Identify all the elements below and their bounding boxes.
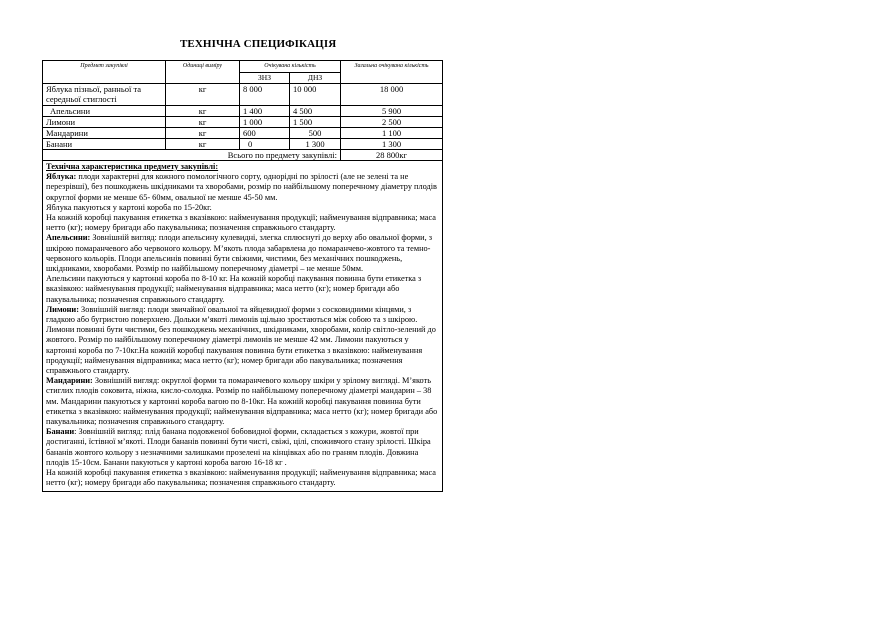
row-unit: кг [166, 106, 240, 117]
specification-table [42, 60, 443, 492]
paragraph-bananas-label [46, 468, 439, 488]
row-name: Банани [43, 139, 166, 150]
row-dn3: 1 500 [290, 117, 341, 128]
page-title: ТЕХНІЧНА СПЕЦИФІКАЦІЯ [180, 38, 337, 50]
row-unit: кг [166, 128, 240, 139]
paragraph-text: Апельсини пакуються у картонні короба по 8-10 кг. На кожній коробці пакування повинна бути етикетка з вказівкою: найменування продукції; найменування відправника; маса нетто (кг); номер бригади або пакувальника; позначення справжнього стандарту. [46, 274, 422, 304]
paragraph-text: плоди характерні для кожного помологічного сорту, однорідні по зрілості (але не зелені та не перезрівші), без пошкоджень шкідниками та хворобами, розмір по найбільшому поперечному діаметру плодів округлої форми не менше 65- 60мм, овальної не менше 45-50 мм. [46, 172, 437, 202]
row-name: Лимони [43, 117, 166, 128]
paragraph-text: Зовнішній вигляд: плоди апельсину кулевидні, злегка сплюснуті до верху або овальної форми, з шкірою помаранчевого або червоного кольору. М’якоть плода забарвлена до помаранчево-жовтого та темно-червоного кольорів. Плоди апельсинів повинні бути свіжими, чистими, без механічних пошкоджень, шкідниками, хворобами. Розмір по найбільшому поперечному діаметрі – не менше 50мм. [46, 233, 433, 274]
header-unit: Одиниці виміру [166, 61, 240, 84]
table-row [43, 106, 443, 117]
table-row [43, 128, 443, 139]
row-total: 1 100 [341, 128, 443, 139]
row-total: 18 000 [341, 84, 443, 106]
row-dn3: 500 [290, 128, 341, 139]
paragraph-apples [46, 172, 439, 203]
paragraph-text: На кожній коробці пакування етикетка з вказівкою: найменування продукції; найменування відправника; маса нетто (кг); номеру бригади або пакувальника; позначення справжнього стандарту. [46, 213, 436, 233]
row-zn3: 0 [240, 139, 290, 150]
paragraph-label: Апельсини: [46, 233, 91, 243]
paragraph-label: Яблука: [46, 172, 77, 182]
header-subject: Предмет закупівлі [43, 61, 166, 84]
header-row [43, 61, 443, 73]
row-unit: кг [166, 84, 240, 106]
paragraph-mandarins [46, 376, 439, 427]
row-zn3: 600 [240, 128, 290, 139]
paragraph-oranges [46, 233, 439, 274]
paragraph-text: : Зовнішній вигляд: плід банана подовженої бобовидної форми, складається з кожури, жовтої при достиганні, їстівної м’якоті. Плоди бананів повинні бути чисті, свіжі, цілі, споживчого стану зрілості. Шкіра бананів жовтого кольору з незначними залишками прозелені на кінцівках або по граням плодів. Довжина плодів 15-10см. Банани пакуються у картоні короба вагою 16-18 кг . [46, 427, 431, 467]
total-value: 28 800кг [341, 150, 443, 161]
header-expected: Очікувана кількість [240, 61, 341, 73]
paragraph-label: Банани [46, 427, 75, 437]
header-dn3: ДНЗ [290, 73, 341, 84]
row-dn3: 1 300 [290, 139, 341, 150]
paragraph-apples-label [46, 213, 439, 233]
table-row [43, 117, 443, 128]
paragraph-label: Мандарини: [46, 376, 93, 386]
row-total: 2 500 [341, 117, 443, 128]
paragraph-text: Зовнішній вигляд: округлої форми та помаранчевого кольору шкіри у зрілому вигляді. М’якоть стиглих плодів соковита, ніжна, кисло-солодка. Розмір по найбільшому поперечному діаметрі мандарин – 38 мм. Мандарини пакуються у картонні короба вагою по 8-10кг. На кожній коробці пакування повинна бути етикетка з вказівкою: найменування продукції; найменування відправника; маса нетто (кг); номер бригади або пакувальника; позначення справжнього стандарту. [46, 376, 438, 427]
paragraph-oranges-packing [46, 274, 439, 305]
paragraph-label: Лимони: [46, 304, 79, 314]
row-name: Мандарини [43, 128, 166, 139]
row-unit: кг [166, 117, 240, 128]
row-dn3: 10 000 [290, 84, 341, 106]
description-heading: Технічна характеристика предмету закупівлі: [46, 162, 219, 171]
header-total: Загальна очікувана кількість [341, 61, 443, 84]
row-total: 1 300 [341, 139, 443, 150]
paragraph-bananas [46, 427, 439, 468]
table-row [43, 84, 443, 106]
table-row [43, 139, 443, 150]
row-zn3: 1 000 [240, 117, 290, 128]
row-dn3: 4 500 [290, 106, 341, 117]
row-total: 5 900 [341, 106, 443, 117]
row-name: Апельсини [43, 106, 166, 117]
paragraph-text: Яблука пакуються у картоні короба по 15-20кг. [46, 202, 212, 212]
paragraph-apples-packing [46, 203, 439, 213]
row-zn3: 8 000 [240, 84, 290, 106]
paragraph-text: На кожній коробці пакування етикетка з вказівкою: найменування продукції; найменування відправника; маса нетто (кг); номеру бригади або пакувальника; позначення справжнього стандарту. [46, 468, 436, 488]
technical-description [43, 161, 443, 492]
total-row [43, 150, 443, 161]
total-label: Всього по предмету закупівлі: [43, 150, 341, 161]
header-zn3: ЗНЗ [240, 73, 290, 84]
row-zn3: 1 400 [240, 106, 290, 117]
paragraph-lemons [46, 305, 439, 376]
paragraph-text: Зовнішній вигляд: плоди звичайної овальної та яйцевидної форми з сосковидними кінцями, з гладкою або бугристою поверхнею. Дольки м’якоті лимонів щільно зростаються між собою та з шкірою. Лимони повинні бути чистими, без пошкоджень механічних, шкідниками, хворобами, колір світло-зелений до жовтого. Розмір по найбільшому поперечному діаметрі лимонів не менше 42 мм. Лимони пакуються у картонні короба по 7-10кг.На кожній коробці пакування повинна бути етикетка з вказівкою: найменування продукції; найменування відправника; маса нетто (кг); номер бригади або пакувальника; позначення справжнього стандарту. [46, 304, 436, 376]
row-name: Яблука пізньої, ранньої та середньої стиглості [43, 84, 166, 106]
description-row [43, 161, 443, 492]
row-unit: кг [166, 139, 240, 150]
